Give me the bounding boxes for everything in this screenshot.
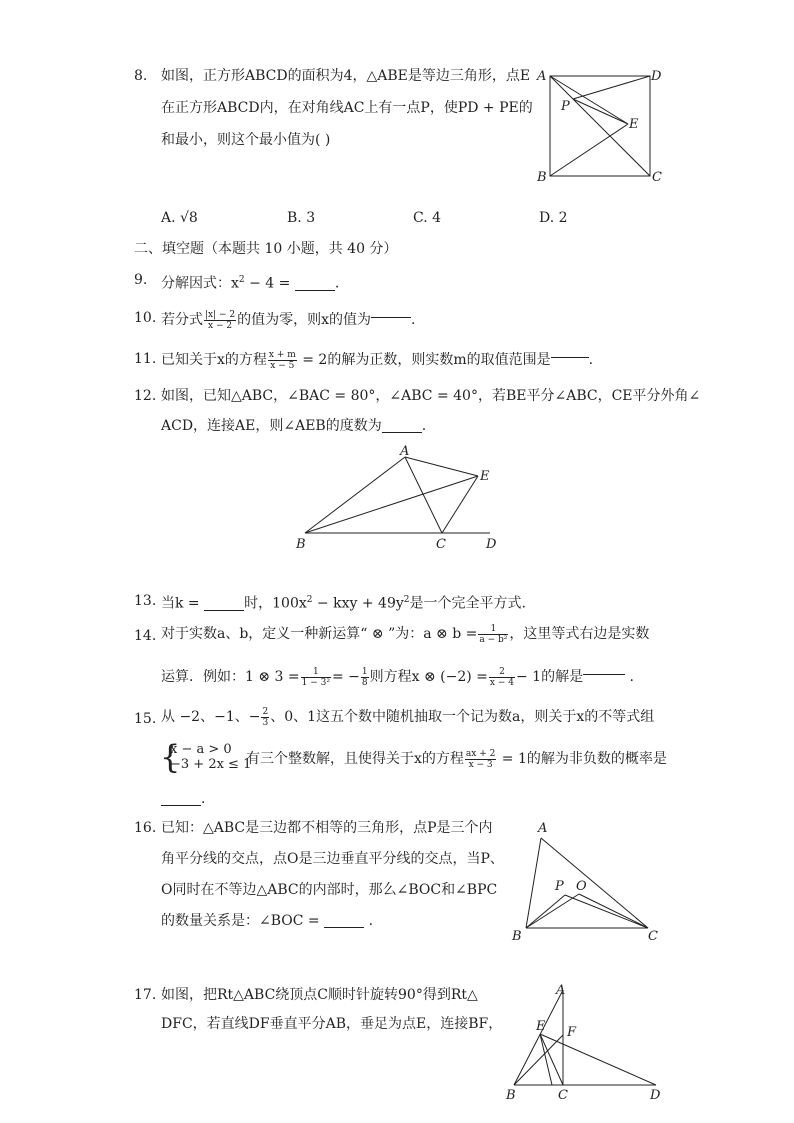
q9-after: − 4 = [244, 275, 291, 292]
q16-end: . [368, 913, 374, 929]
q8-option-b: B. 3 [287, 210, 316, 226]
q16-line2: 角平分线的交点，点O是三边垂直平分线的交点，当P、 [161, 851, 504, 867]
q8-label-p: P [561, 99, 570, 114]
q12-number: 12. [134, 388, 157, 404]
q11-after: = 2的解为正数，则实数m的取值范围是 [297, 352, 551, 368]
q15-end: . [201, 791, 206, 807]
q14-l2-d: − 1的解是 [515, 669, 584, 685]
q13-mid2: − kxy + 49y [312, 595, 404, 612]
q8-option-d: D. 2 [539, 210, 568, 226]
q16-label-b: B [512, 929, 522, 944]
q15-l2-after: = 1的解为非负数的概率是 [497, 751, 667, 767]
q17-number: 17. [134, 987, 157, 1003]
q12-figure [290, 442, 510, 554]
q12-answer-blank[interactable] [382, 418, 422, 433]
q17-line2: DFC，若直线DF垂直平分AB，垂足为点E，连接BF， [161, 1016, 503, 1032]
q9-end: . [334, 275, 340, 292]
q8-label-b: B [537, 170, 547, 185]
q8-label-d: D [651, 69, 662, 84]
q17-line1: 如图，把Rt△ABC绕顶点C顺时针旋转90°得到Rt△ [161, 987, 478, 1003]
q17-label-a: A [556, 983, 566, 998]
q14-def-num: 1 [478, 624, 508, 635]
q12-end: . [421, 418, 427, 434]
q13-mid: 时，100x [244, 595, 307, 612]
q16-label-o: O [576, 879, 587, 894]
q16-figure [508, 816, 668, 946]
q15-brace: { [160, 738, 181, 776]
q12-label-a: A [400, 444, 410, 459]
q14-end: . [629, 669, 634, 685]
q13-before: 当k = [161, 595, 200, 612]
q14-answer-blank[interactable] [583, 660, 625, 675]
q15-line3 [161, 790, 205, 808]
q9-before: 分解因式：x [161, 275, 239, 292]
q15-system-line2: −3 + 2x ≤ 1 [170, 757, 252, 772]
q14-l1-before: 对于实数a、b，定义一种新运算“ ⊗ ”为：a ⊗ b = [161, 626, 478, 642]
q16-label-a: A [538, 821, 548, 836]
q14-l2-b: = − [331, 669, 360, 685]
q10-end: . [411, 312, 416, 328]
q17-label-c: C [558, 1088, 568, 1103]
q14-ex-f1-den: 1 − 3² [301, 677, 330, 688]
q9-text [161, 271, 339, 293]
q12-line2 [161, 417, 426, 435]
q8-line2: 在正方形ABCD内，在对角线AC上有一点P，使PD + PE的 [161, 100, 533, 116]
q14-def-fraction [478, 624, 508, 645]
q11-frac-num: x + m [268, 349, 296, 360]
q12-label-d: D [486, 537, 497, 552]
q10-frac-den: x − 2 [208, 320, 233, 331]
q12-label-b: B [296, 537, 306, 552]
q15-f1-den: 3 [262, 717, 269, 728]
q15-f2-num: ax + 2 [465, 748, 496, 759]
q11-answer-blank[interactable] [551, 343, 589, 358]
q15-l2-mid: 有三个整数解，且使得关于x的方程 [246, 751, 464, 767]
q16-line1: 已知：△ABC是三边都不相等的三角形，点P是三个内 [161, 820, 493, 836]
q10-before: 若分式 [161, 312, 203, 328]
q15-fraction1 [261, 707, 269, 728]
q15-line1 [161, 702, 654, 732]
q15-line2 [246, 744, 667, 774]
q8-line3: 和最小，则这个最小值为( ) [161, 132, 331, 148]
q15-f2-den: x − 3 [468, 759, 493, 770]
q13-after: 是一个完全平方式. [409, 595, 526, 612]
q13-text [161, 591, 526, 613]
q14-ex-f2-num: 1 [361, 666, 368, 677]
q14-number: 14. [134, 628, 157, 644]
q10-after: 的值为零，则x的值为 [237, 312, 372, 328]
q10-fraction [204, 310, 236, 331]
q8-label-c: C [652, 170, 662, 185]
q14-ex-fraction1 [301, 667, 331, 688]
q12-line2-text: ACD，连接AE，则∠AEB的度数为 [161, 418, 382, 434]
q10-frac-num: |x| − 2 [205, 309, 236, 320]
q16-line3: O同时在不等边△ABC的内部时，那么∠BOC和∠BPC [161, 882, 498, 898]
q14-ex-f1-num: 1 [301, 667, 331, 678]
q17-label-b: B [506, 1088, 516, 1103]
q9-answer-blank[interactable] [295, 276, 335, 291]
q12-label-e: E [480, 469, 490, 484]
q11-before: 已知关于x的方程 [161, 352, 267, 368]
q11-end: . [588, 352, 594, 368]
q15-fraction2 [465, 749, 496, 770]
q13-number: 13. [134, 593, 157, 609]
q11-text [161, 343, 593, 375]
q14-l2-c: 则方程x ⊗ (−2) = [369, 669, 488, 685]
q11-frac-den: x − 5 [270, 360, 295, 371]
section-heading: 二、填空题（本题共 10 小题，共 40 分） [134, 241, 398, 257]
q15-number: 15. [134, 711, 157, 727]
q16-line4 [161, 912, 373, 930]
q15-l1-after: 、0、1这五个数中随机抽取一个记为数a，则关于x的不等式组 [270, 709, 655, 725]
q13-exp2: 2 [403, 595, 410, 605]
q14-line1 [161, 619, 649, 649]
q14-ex-f2-den: 8 [361, 677, 368, 688]
q9-number: 9. [134, 272, 148, 288]
q8-figure [535, 64, 670, 188]
q14-line2 [161, 660, 634, 692]
q11-number: 11. [134, 351, 157, 367]
q8-option-a: A. √8 [161, 210, 198, 226]
q14-l2-a: 运算．例如：1 ⊗ 3 = [161, 669, 300, 685]
q8-number: 8. [134, 68, 148, 84]
q13-exp1: 2 [306, 595, 313, 605]
q16-label-c: C [648, 929, 658, 944]
q12-label-c: C [436, 537, 446, 552]
q14-l1-after: ，这里等式右边是实数 [509, 626, 650, 642]
q17-label-e: E [536, 1019, 546, 1034]
q13-answer-blank[interactable] [204, 596, 244, 611]
q8-line1: 如图，正方形ABCD的面积为4，△ABE是等边三角形，点E [161, 68, 531, 84]
q16-label-p: P [555, 879, 564, 894]
q8-option-c: C. 4 [413, 210, 442, 226]
q8-label-e: E [629, 117, 639, 132]
q15-system-line1: x − a > 0 [170, 742, 232, 757]
q10-text [161, 303, 416, 335]
q15-answer-blank[interactable] [161, 791, 201, 806]
q17-label-f: F [567, 1025, 577, 1040]
q14-def-den: a − b² [479, 634, 508, 645]
q10-answer-blank[interactable] [371, 303, 411, 318]
q15-l1-before: 从 −2、−1、− [161, 709, 261, 725]
q14-eq-den: x − 4 [489, 677, 514, 688]
q11-fraction [268, 350, 297, 371]
q12-line1: 如图，已知△ABC，∠BAC = 80°，∠ABC = 40°，若BE平分∠ABC，CE平分外角∠ [161, 388, 701, 404]
q9-exp: 2 [238, 275, 245, 285]
q17-label-d: D [650, 1088, 661, 1103]
q10-number: 10. [134, 310, 157, 326]
q14-eq-fraction [489, 667, 515, 688]
q8-label-a: A [537, 69, 547, 84]
q16-line4-text: 的数量关系是：∠BOC = [161, 913, 320, 929]
q17-figure [500, 978, 670, 1118]
q16-number: 16. [134, 820, 157, 836]
q14-ex-fraction2 [361, 667, 369, 688]
q16-answer-blank[interactable] [324, 913, 364, 928]
q15-f1-num: 2 [262, 706, 269, 717]
q14-eq-num: 2 [489, 667, 515, 678]
